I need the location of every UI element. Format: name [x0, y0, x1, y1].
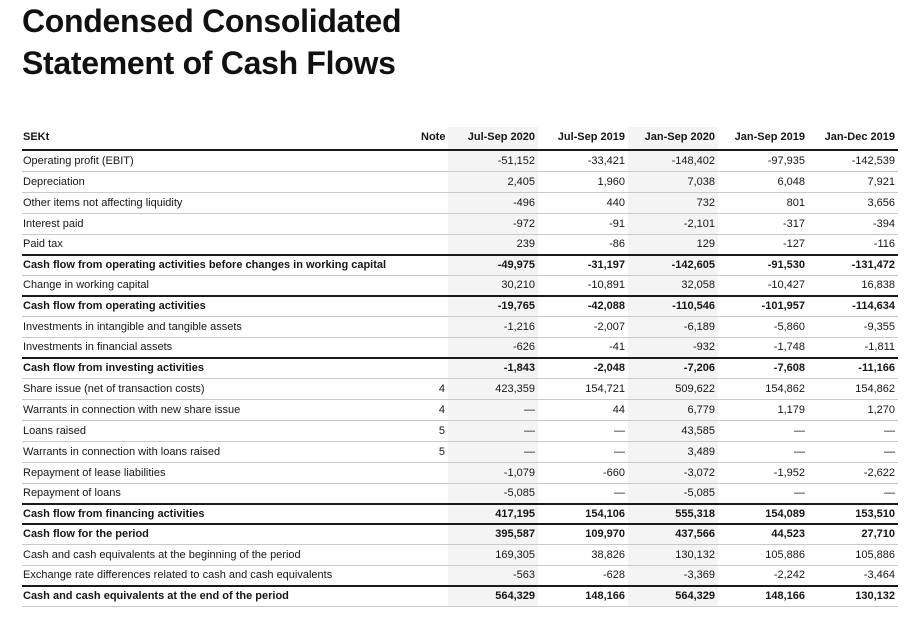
row-label: Repayment of loans	[22, 483, 418, 504]
col-header-period-1: Jul-Sep 2020	[448, 127, 538, 150]
row-value: -42,088	[538, 296, 628, 316]
row-value: —	[448, 399, 538, 420]
row-value: -660	[538, 462, 628, 483]
row-value: -10,427	[718, 275, 808, 296]
row-label: Cash flow from investing activities	[22, 358, 418, 378]
row-value: -49,975	[448, 255, 538, 275]
row-note: 5	[418, 441, 448, 462]
table-row	[22, 275, 898, 296]
row-value: -148,402	[628, 150, 718, 171]
row-note	[418, 192, 448, 213]
row-value: 105,886	[718, 544, 808, 565]
row-value: -2,242	[718, 565, 808, 586]
row-value: -131,472	[808, 255, 898, 275]
row-value: 732	[628, 192, 718, 213]
table-row-total	[22, 504, 898, 524]
row-value: 801	[718, 192, 808, 213]
table-row	[22, 192, 898, 213]
row-value: 154,089	[718, 504, 808, 524]
row-label: Warrants in connection with new share issue	[22, 399, 418, 420]
header-row	[22, 127, 898, 150]
row-label: Warrants in connection with loans raised	[22, 441, 418, 462]
cash-flow-table	[22, 127, 898, 607]
row-value: -5,085	[628, 483, 718, 504]
row-value: 6,048	[718, 171, 808, 192]
col-header-period-2: Jul-Sep 2019	[538, 127, 628, 150]
row-value: —	[538, 420, 628, 441]
table-row	[22, 420, 898, 441]
row-value: -932	[628, 337, 718, 358]
table-row-total	[22, 296, 898, 316]
table-row-total	[22, 524, 898, 544]
row-value: -51,152	[448, 150, 538, 171]
col-header-period-3: Jan-Sep 2020	[628, 127, 718, 150]
row-label: Cash flow from operating activities before changes in working capital	[22, 255, 418, 275]
row-value: -101,957	[718, 296, 808, 316]
row-label: Depreciation	[22, 171, 418, 192]
row-value: -2,101	[628, 213, 718, 234]
row-value: —	[538, 483, 628, 504]
row-note	[418, 171, 448, 192]
table-row	[22, 337, 898, 358]
row-note	[418, 358, 448, 378]
row-note	[418, 296, 448, 316]
row-value: -19,765	[448, 296, 538, 316]
table-row	[22, 234, 898, 255]
row-value: -97,935	[767, 154, 805, 167]
row-value: -496	[448, 192, 538, 213]
row-value: -110,546	[628, 296, 718, 316]
row-value: 3,656	[808, 192, 898, 213]
row-value: -3,464	[808, 565, 898, 586]
row-value: 555,318	[628, 504, 718, 524]
row-label: Repayment of lease liabilities	[22, 462, 418, 483]
row-value: -5,085	[448, 483, 538, 504]
row-value: -626	[448, 337, 538, 358]
col-header-period-5: Jan-Dec 2019	[808, 127, 898, 150]
row-value: 38,826	[538, 544, 628, 565]
row-value: -86	[538, 234, 628, 255]
table-row	[22, 544, 898, 565]
row-value: -2,007	[538, 316, 628, 337]
row-value: 154,106	[538, 504, 628, 524]
row-value: -394	[808, 213, 898, 234]
row-value: 153,510	[808, 504, 898, 524]
row-label: Cash and cash equivalents at the beginning of the period	[22, 544, 418, 565]
row-value: —	[718, 420, 808, 441]
row-value: 395,587	[448, 524, 538, 544]
row-value: -317	[718, 213, 808, 234]
row-note	[418, 316, 448, 337]
row-value: -11,166	[808, 358, 898, 378]
row-label: Other items not affecting liquidity	[22, 192, 418, 213]
row-value: -9,355	[808, 316, 898, 337]
row-note	[418, 504, 448, 524]
row-value: 148,166	[538, 586, 628, 606]
row-label: Cash flow from financing activities	[22, 504, 418, 524]
page-title: Condensed Consolidated Statement of Cash Flows	[22, 3, 402, 81]
row-value: 169,305	[448, 544, 538, 565]
row-note	[418, 213, 448, 234]
row-value: 154,721	[538, 378, 628, 399]
table-row-total	[22, 255, 898, 275]
row-value: -116	[808, 234, 898, 255]
row-value: -1,748	[718, 337, 808, 358]
row-value: -41	[538, 337, 628, 358]
row-label: Exchange rate differences related to cash and cash equivalents	[22, 565, 418, 586]
row-note	[418, 524, 448, 544]
row-value: 2,405	[448, 171, 538, 192]
row-value: -31,197	[538, 255, 628, 275]
table-header	[22, 127, 898, 150]
row-value: -7,206	[628, 358, 718, 378]
row-value: -7,608	[718, 358, 808, 378]
row-value: 564,329	[448, 586, 538, 606]
row-value: 7,038	[628, 171, 718, 192]
row-label: Operating profit (EBIT)	[23, 154, 134, 167]
row-value: 32,058	[628, 275, 718, 296]
table-row	[22, 462, 898, 483]
table-row-total	[22, 586, 898, 606]
row-value: 417,195	[448, 504, 538, 524]
row-note	[418, 565, 448, 586]
row-value: -1,952	[718, 462, 808, 483]
row-value: 1,960	[538, 171, 628, 192]
row-label: Change in working capital	[22, 275, 418, 296]
row-value: 154,862	[718, 378, 808, 399]
row-value: -972	[448, 213, 538, 234]
row-note	[418, 150, 448, 171]
row-value: -33,421	[587, 154, 625, 167]
row-value: 423,359	[448, 378, 538, 399]
row-value: —	[448, 420, 538, 441]
row-value: 154,862	[808, 378, 898, 399]
row-note: 4	[418, 378, 448, 399]
table-row	[22, 441, 898, 462]
row-value: -1,843	[448, 358, 538, 378]
row-label: Share issue (net of transaction costs)	[22, 378, 418, 399]
row-label: Cash and cash equivalents at the end of the period	[22, 586, 418, 606]
row-value: 16,838	[808, 275, 898, 296]
row-value: 3,489	[628, 441, 718, 462]
table-row-total	[22, 358, 898, 378]
row-value: 44	[538, 399, 628, 420]
row-value: -1,216	[448, 316, 538, 337]
row-value: -114,634	[808, 296, 898, 316]
row-value: —	[808, 441, 898, 462]
row-value: 6,779	[628, 399, 718, 420]
row-value: -1,811	[808, 337, 898, 358]
row-value: -91	[538, 213, 628, 234]
row-value: —	[538, 441, 628, 462]
row-value: 564,329	[628, 586, 718, 606]
row-value: 1,270	[808, 399, 898, 420]
row-value: 7,921	[808, 171, 898, 192]
row-label: Cash flow from operating activities	[22, 296, 418, 316]
row-value: —	[718, 483, 808, 504]
row-value: —	[808, 420, 898, 441]
row-value: -6,189	[628, 316, 718, 337]
table-row	[22, 399, 898, 420]
row-value: 129	[628, 234, 718, 255]
row-value: 27,710	[808, 524, 898, 544]
row-value: 130,132	[628, 544, 718, 565]
row-value: 509,622	[628, 378, 718, 399]
table-row	[22, 378, 898, 399]
row-value: -1,079	[448, 462, 538, 483]
row-note	[418, 462, 448, 483]
row-label: Paid tax	[22, 234, 418, 255]
row-value: -5,860	[718, 316, 808, 337]
row-value: -2,622	[808, 462, 898, 483]
row-value: -2,048	[538, 358, 628, 378]
row-value: -563	[448, 565, 538, 586]
table-row	[22, 483, 898, 504]
row-note	[418, 586, 448, 606]
row-value: 437,566	[628, 524, 718, 544]
row-note	[418, 275, 448, 296]
row-value: 130,132	[808, 586, 898, 606]
row-value: 148,166	[718, 586, 808, 606]
row-value: -10,891	[538, 275, 628, 296]
row-value: -142,539	[851, 154, 895, 167]
row-value: —	[808, 483, 898, 504]
row-note	[418, 255, 448, 275]
row-note	[418, 544, 448, 565]
row-value: -3,072	[628, 462, 718, 483]
row-value: 43,585	[628, 420, 718, 441]
row-label: Investments in intangible and tangible assets	[22, 316, 418, 337]
row-value: -628	[538, 565, 628, 586]
row-value: -142,605	[628, 255, 718, 275]
row-value: 30,210	[448, 275, 538, 296]
row-value: 109,970	[538, 524, 628, 544]
row-value: -3,369	[628, 565, 718, 586]
row-note	[418, 483, 448, 504]
row-value: 44,523	[718, 524, 808, 544]
row-value: 440	[538, 192, 628, 213]
row-note: 5	[418, 420, 448, 441]
col-header-period-4: Jan-Sep 2019	[718, 127, 808, 150]
table-row	[22, 213, 898, 234]
row-note	[418, 337, 448, 358]
row-label: Cash flow for the period	[22, 524, 418, 544]
table-row	[22, 171, 898, 192]
table-body	[22, 150, 898, 606]
row-label: Interest paid	[22, 213, 418, 234]
row-label: Investments in financial assets	[22, 337, 418, 358]
col-header-note: Note	[418, 127, 448, 150]
row-value: 239	[448, 234, 538, 255]
row-note: 4	[418, 399, 448, 420]
row-note	[418, 234, 448, 255]
row-value: —	[448, 441, 538, 462]
table-row	[22, 316, 898, 337]
row-value: -127	[718, 234, 808, 255]
row-value: -91,530	[718, 255, 808, 275]
table-row	[22, 150, 898, 171]
table-row	[22, 565, 898, 586]
col-header-unit: SEKt	[22, 127, 418, 150]
row-value: —	[718, 441, 808, 462]
row-value: 105,886	[808, 544, 898, 565]
row-label: Loans raised	[22, 420, 418, 441]
row-value: 1,179	[718, 399, 808, 420]
